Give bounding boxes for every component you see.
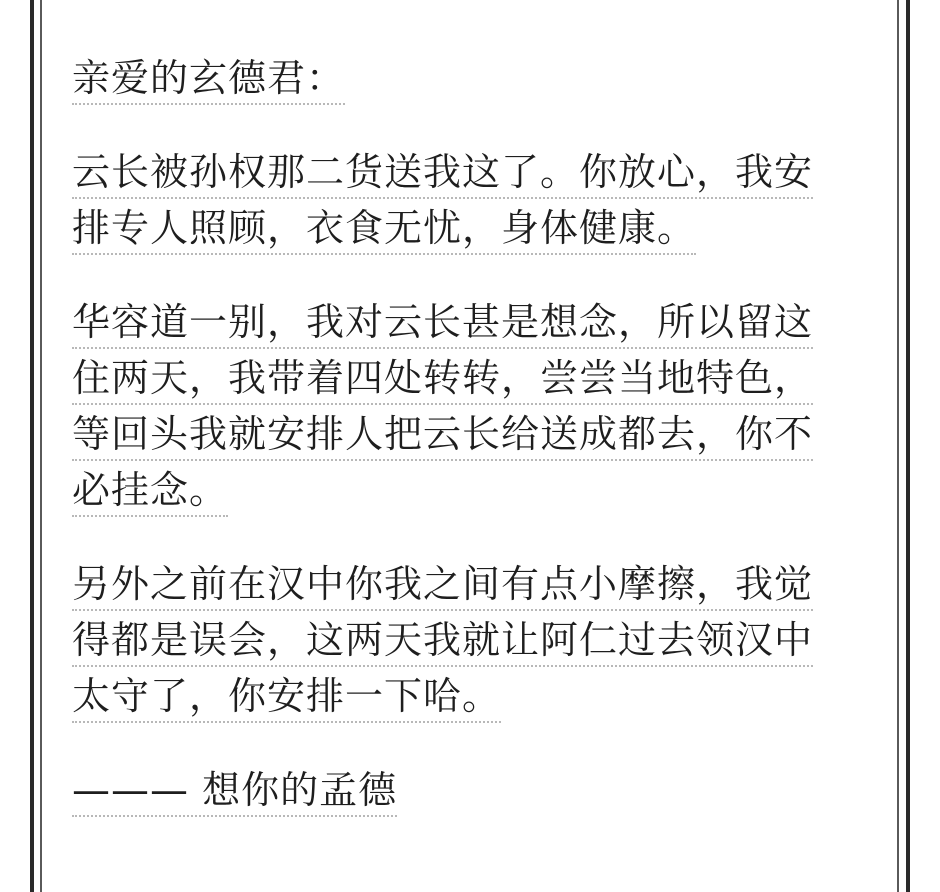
salutation-text: 亲爱的玄德君： — [72, 53, 345, 105]
signature-text: ——— 想你的孟德 — [72, 765, 397, 817]
frame-border-left-inner — [40, 0, 42, 892]
frame-border-right-outer — [906, 0, 910, 892]
paragraph-line: 太守了，你安排一下哈。 — [72, 671, 501, 723]
paragraph-2 — [72, 294, 882, 518]
signature — [72, 762, 882, 818]
paragraph-1 — [72, 144, 882, 256]
paragraph-line: 排专人照顾，衣食无忧，身体健康。 — [72, 203, 696, 255]
frame-border-right-inner — [897, 0, 899, 892]
paragraph-line: 华容道一别，我对云长甚是想念，所以留这 — [72, 297, 813, 349]
frame-border-left-outer — [30, 0, 34, 892]
salutation — [72, 50, 882, 106]
paragraph-line: 必挂念。 — [72, 465, 228, 517]
paragraph-line: 等回头我就安排人把云长给送成都去，你不 — [72, 409, 813, 461]
paragraph-line: 云长被孙权那二货送我这了。你放心，我安 — [72, 147, 813, 199]
paragraph-3 — [72, 556, 882, 724]
paragraph-line: 另外之前在汉中你我之间有点小摩擦，我觉 — [72, 559, 813, 611]
letter-body — [72, 50, 882, 856]
paragraph-line: 住两天，我带着四处转转，尝尝当地特色， — [72, 353, 813, 405]
paragraph-line: 得都是误会，这两天我就让阿仁过去领汉中 — [72, 615, 813, 667]
